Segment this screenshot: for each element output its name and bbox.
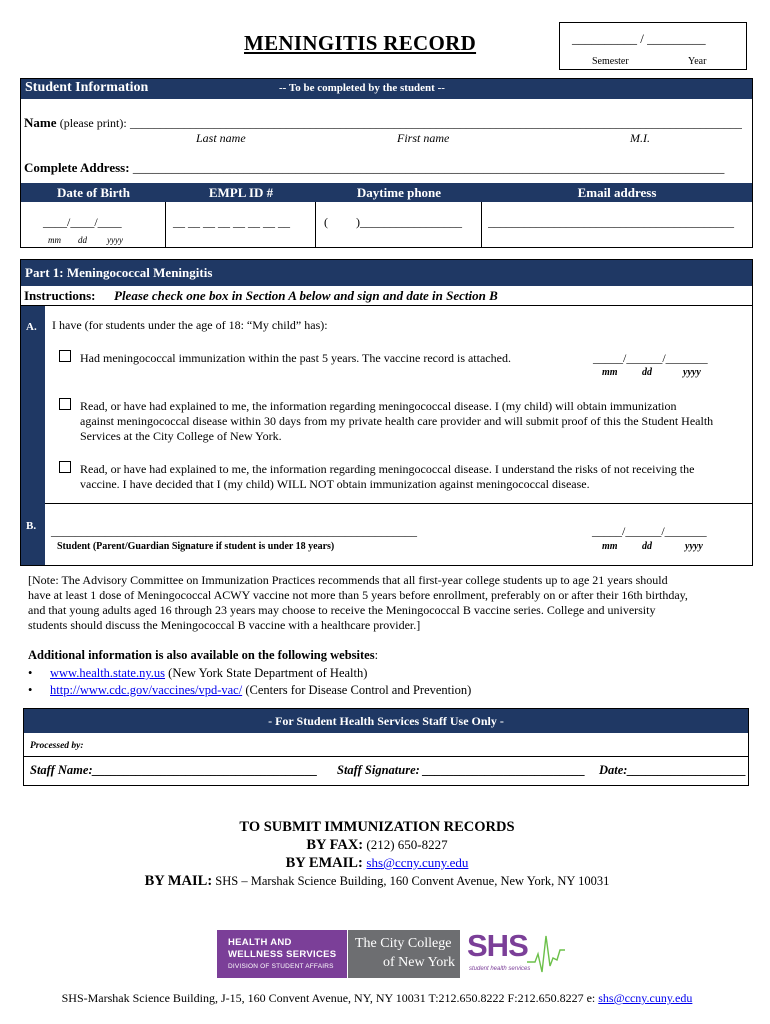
logo-line2: WELLNESS SERVICES bbox=[228, 949, 337, 960]
signature-date-field[interactable]: _____/______/_______ bbox=[592, 524, 707, 538]
part1-section bbox=[20, 259, 753, 566]
empl-id-field[interactable]: __ __ __ __ __ __ __ __ bbox=[173, 215, 290, 229]
option1-date-mm: mm bbox=[602, 367, 618, 378]
acip-note bbox=[28, 573, 688, 633]
phone-field[interactable]: )_________________ bbox=[356, 215, 462, 229]
year-label: Year bbox=[688, 56, 707, 67]
staff-date-field[interactable]: Date:___________________ bbox=[599, 763, 747, 777]
section-a-label: A. bbox=[26, 321, 37, 333]
note-line4: students should discuss the Meningococcal B vaccine with a healthcare provider.] bbox=[28, 618, 421, 632]
ccny-line1: The City College bbox=[355, 936, 452, 951]
option2-line3: Services at the City College of New York. bbox=[80, 429, 282, 443]
signature-date-dd: dd bbox=[642, 541, 652, 552]
shs-logo bbox=[467, 930, 567, 978]
semester-year-box[interactable] bbox=[559, 22, 747, 70]
fax-number: (212) 650-8227 bbox=[363, 837, 448, 852]
signature-date-mm: mm bbox=[602, 541, 618, 552]
student-info-note: -- To be completed by the student -- bbox=[279, 82, 445, 94]
part1-title: Part 1: Meningococcal Meningitis bbox=[25, 265, 213, 280]
dob-mm: mm bbox=[48, 235, 61, 245]
submit-fax bbox=[0, 837, 754, 854]
email-field[interactable]: _________________________________________ bbox=[488, 215, 734, 229]
part1-header bbox=[21, 260, 752, 286]
additional-heading-text: Additional information is also available on the following websites bbox=[28, 648, 375, 662]
dob-field[interactable]: ____/____/____ bbox=[43, 215, 122, 229]
option2-checkbox[interactable] bbox=[59, 398, 71, 410]
submit-title: TO SUBMIT IMMUNIZATION RECORDS bbox=[239, 819, 515, 835]
mail-label: BY MAIL: bbox=[144, 873, 213, 889]
staff-name-field[interactable]: Staff Name:____________________________________ bbox=[30, 763, 318, 777]
list-item: • http://www.cdc.gov/vaccines/vpd-vac/ (Centers for Disease Control and Prevention) bbox=[28, 683, 472, 697]
option1-date-dd: dd bbox=[642, 367, 652, 378]
nys-health-link[interactable]: www.health.state.ny.us bbox=[50, 666, 166, 680]
first-name-caption: First name bbox=[397, 131, 450, 145]
option1-checkbox[interactable] bbox=[59, 350, 71, 362]
col-empl-id: EMPL ID # bbox=[208, 185, 274, 200]
semester-year-blank[interactable]: __________ / _________ bbox=[572, 31, 706, 46]
col-date-of-birth: Date of Birth bbox=[57, 185, 130, 200]
website-list bbox=[28, 665, 471, 699]
footer-email-link[interactable]: shs@ccny.cuny.edu bbox=[598, 991, 693, 1005]
section-b-marker bbox=[21, 504, 45, 565]
processed-by-label: Processed by: bbox=[30, 741, 84, 751]
option3-text bbox=[80, 462, 694, 492]
option2-line1: Read, or have had explained to me, the information regarding meningococcal disease. I (my child) will obtain immunization bbox=[80, 399, 677, 413]
logo-line1: HEALTH AND bbox=[228, 937, 292, 948]
option3-line1: Read, or have had explained to me, the information regarding meningococcal disease. I understand the risks of not receiving the bbox=[80, 462, 695, 476]
option1-date-field[interactable]: _____/______/_______ bbox=[593, 351, 708, 365]
option3-checkbox[interactable] bbox=[59, 461, 71, 473]
staff-header bbox=[24, 709, 748, 733]
mi-caption: M.I. bbox=[630, 131, 650, 145]
option3-line2: vaccine. I have decided that I (my child) WILL NOT obtain immunization against meningococcal disease. bbox=[80, 477, 590, 491]
student-information-section bbox=[20, 78, 753, 248]
address-label: Complete Address: bbox=[24, 160, 130, 175]
signature-caption: Student (Parent/Guardian Signature if student is under 18 years) bbox=[57, 541, 335, 552]
address-field[interactable]: ___________________________________________________________________________________________ bbox=[132, 160, 725, 175]
submit-mail bbox=[0, 873, 754, 890]
section-a-marker bbox=[21, 306, 45, 504]
submit-email bbox=[0, 855, 754, 872]
shs-wordmark: SHS bbox=[467, 928, 528, 963]
student-info-header bbox=[21, 79, 752, 99]
ccny-logo bbox=[348, 930, 460, 978]
nys-health-desc: (New York State Department of Health) bbox=[165, 666, 368, 680]
signature-field[interactable]: _____________________________________________________________ bbox=[51, 524, 417, 538]
note-line2: have at least 1 dose of Meningococcal ACWY vaccine not more than 5 years before enrollment, preferably on or after their 16th birthday, bbox=[28, 588, 688, 602]
name-hint: (please print): bbox=[59, 116, 127, 130]
additional-heading-colon: : bbox=[374, 648, 379, 662]
email-cell[interactable] bbox=[482, 202, 752, 248]
email-label: BY EMAIL: bbox=[285, 855, 363, 871]
dob-cell[interactable] bbox=[21, 202, 166, 248]
address-row[interactable] bbox=[24, 160, 742, 176]
shs-subtitle: student health services bbox=[469, 966, 531, 972]
phone-paren: ( bbox=[324, 215, 328, 229]
instructions-label: Instructions: bbox=[24, 288, 96, 303]
footer-text: SHS-Marshak Science Building, J-15, 160 Convent Avenue, NY, NY 10031 T:212.650.8222 F:212.650.8227 e: bbox=[61, 991, 599, 1005]
staff-signature-field[interactable]: Staff Signature: __________________________ bbox=[337, 763, 586, 777]
semester-label: Semester bbox=[592, 56, 629, 67]
option1-date-yyyy: yyyy bbox=[683, 367, 701, 378]
fax-label: BY FAX: bbox=[306, 837, 364, 853]
name-field[interactable]: ______________________________________________________________________________________________________ bbox=[129, 116, 742, 130]
heartbeat-icon bbox=[527, 932, 565, 974]
phone-cell[interactable] bbox=[316, 202, 482, 248]
option2-line2: against meningococcal disease within 30 days from my private health care provider and will submit proof of this the Student Health bbox=[80, 414, 714, 428]
staff-use-section bbox=[23, 708, 749, 786]
name-label: Name bbox=[24, 115, 57, 130]
col-email-address: Email address bbox=[577, 185, 657, 200]
instructions-row bbox=[21, 286, 752, 306]
empl-id-cell[interactable] bbox=[166, 202, 316, 248]
page-title: MENINGITIS RECORD bbox=[244, 31, 477, 55]
option2-text bbox=[80, 399, 713, 444]
additional-info-heading bbox=[28, 648, 378, 663]
name-row[interactable] bbox=[24, 115, 742, 131]
section-a-intro: I have (for students under the age of 18: “My child” has): bbox=[52, 318, 328, 332]
logo-line3: DIVISION OF STUDENT AFFAIRS bbox=[228, 963, 334, 970]
mail-address: SHS – Marshak Science Building, 160 Convent Avenue, New York, NY 10031 bbox=[212, 874, 610, 888]
staff-divider bbox=[24, 756, 748, 757]
dob-dd: dd bbox=[78, 235, 87, 245]
signature-date-yyyy: yyyy bbox=[685, 541, 703, 552]
note-line3: and that young adults aged 16 through 23 years may choose to receive the Meningococcal B vaccine series. College and university bbox=[28, 603, 656, 617]
dob-yyyy: yyyy bbox=[107, 235, 123, 245]
health-wellness-logo bbox=[217, 930, 347, 978]
section-divider bbox=[45, 503, 752, 504]
student-info-title: Student Information bbox=[25, 80, 149, 95]
ccny-line2: of New York bbox=[383, 955, 455, 970]
instructions-text: Please check one box in Section A below and sign and date in Section B bbox=[114, 288, 498, 303]
cdc-link[interactable]: http://www.cdc.gov/vaccines/vpd-vac/ bbox=[50, 683, 243, 697]
col-daytime-phone: Daytime phone bbox=[356, 185, 442, 200]
list-item: • www.health.state.ny.us (New York State Department of Health) bbox=[28, 666, 368, 680]
footer bbox=[0, 991, 754, 1006]
option1-text: Had meningococcal immunization within the past 5 years. The vaccine record is attached. bbox=[80, 351, 511, 365]
cdc-desc: (Centers for Disease Control and Prevention) bbox=[242, 683, 472, 697]
staff-header-text: - For Student Health Services Staff Use Only - bbox=[268, 714, 504, 728]
note-line1: [Note: The Advisory Committee on Immunization Practices recommends that all first-year college students up to age 21 years should bbox=[28, 573, 668, 587]
section-b-label: B. bbox=[26, 520, 37, 532]
submit-email-link[interactable]: shs@ccny.cuny.edu bbox=[366, 855, 469, 870]
last-name-caption: Last name bbox=[196, 131, 246, 145]
